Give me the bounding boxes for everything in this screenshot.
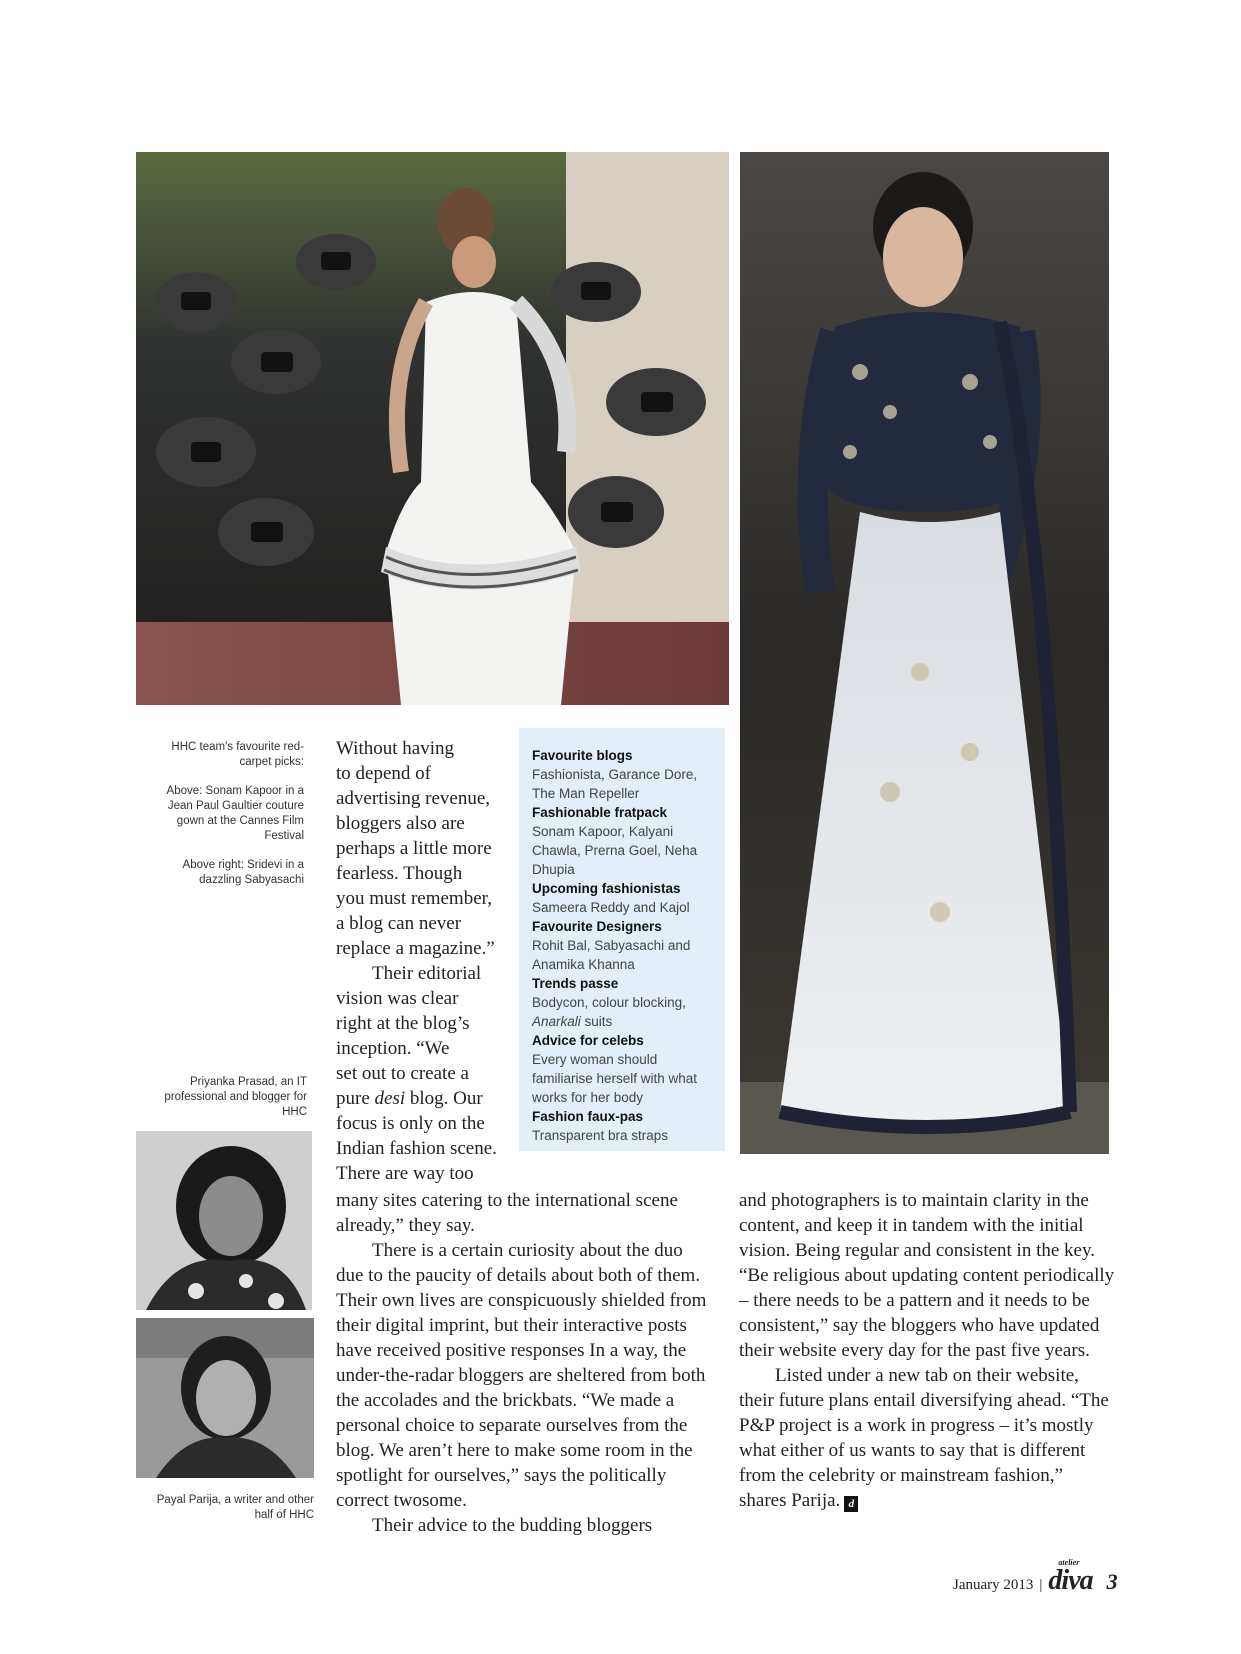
favourites-factbox bbox=[519, 728, 725, 1151]
article-p2-line: vision was clear bbox=[336, 988, 459, 1009]
article-p4: Their advice to the budding bloggers bbox=[372, 1515, 653, 1536]
factbox-value: Rohit Bal, Sabyasachi and Anamika Khanna bbox=[532, 938, 691, 972]
article-p2-line: set out to create a bbox=[336, 1063, 469, 1084]
footer-separator: | bbox=[1039, 1577, 1043, 1593]
article-p6 bbox=[739, 1363, 1115, 1513]
factbox-value: Transparent bra straps bbox=[532, 1128, 669, 1143]
photo-priyanka bbox=[136, 1131, 312, 1310]
factbox-value: Fashionista, Garance Dore, The Man Repeller bbox=[532, 767, 698, 801]
footer-brand-name: diva bbox=[1048, 1565, 1093, 1596]
article-narrow-column bbox=[336, 736, 516, 1186]
caption-payal bbox=[144, 1493, 314, 1537]
factbox-item-upcoming-fashionistas bbox=[532, 879, 717, 917]
article-p2-line: right at the blog’s bbox=[336, 1013, 470, 1034]
factbox-item-favourite-designers bbox=[532, 917, 717, 974]
article-p1-line: perhaps a little more bbox=[336, 838, 492, 859]
factbox-heading: Fashionable fratpack bbox=[532, 805, 668, 820]
factbox-item-fashionable-fratpack bbox=[532, 803, 717, 879]
page-footer bbox=[953, 1558, 1118, 1597]
factbox-item-favourite-blogs bbox=[532, 746, 717, 803]
article-p2-line: inception. “We bbox=[336, 1038, 450, 1059]
footer-date: January 2013 bbox=[953, 1577, 1034, 1593]
article-p1-line: fearless. Though bbox=[336, 863, 463, 884]
article-p1-line: bloggers also are bbox=[336, 813, 465, 834]
caption-above: Above: Sonam Kapoor in a Jean Paul Gaultier couture gown at the Cannes Film Festival bbox=[166, 785, 304, 842]
factbox-heading: Advice for celebs bbox=[532, 1033, 644, 1048]
article-p2-continuation: many sites catering to the international scene already,” they say. bbox=[336, 1190, 678, 1236]
factbox-heading: Upcoming fashionistas bbox=[532, 881, 681, 896]
photo-payal bbox=[136, 1318, 314, 1478]
article-p1-line: replace a magazine.” bbox=[336, 938, 495, 959]
factbox-value: Bodycon, colour blocking, bbox=[532, 995, 686, 1010]
end-mark-icon: d bbox=[844, 1496, 858, 1512]
caption-priyanka bbox=[160, 1075, 307, 1134]
article-p3: There is a certain curiosity about the duo due to the paucity of details about both of them. Their own lives are conspicuously shielded from their digital imprint, but their interactive posts have received positive responses In a way, the under-the-radar bloggers are sheltered from both the accolades and the brickbats. “We made a personal choice to separate ourselves from the blog. We aren’t here to make some room in the spotlight for ourselves,” says the politically correct twosome. bbox=[336, 1240, 707, 1511]
article-p1-line: Without having bbox=[336, 738, 454, 759]
caption-priyanka-text: Priyanka Prasad, an IT professional and blogger for HHC bbox=[164, 1076, 307, 1118]
factbox-value: Sameera Reddy and Kajol bbox=[532, 900, 690, 915]
footer-brand-logo bbox=[1048, 1558, 1093, 1597]
article-p2-line: There are way too bbox=[336, 1163, 474, 1184]
factbox-heading: Favourite blogs bbox=[532, 748, 633, 763]
factbox-item-advice-for-celebs bbox=[532, 1031, 717, 1107]
article-p1-line: you must remember, bbox=[336, 888, 492, 909]
caption-red-carpet bbox=[150, 740, 304, 902]
factbox-value: Every woman should familiarise herself with what works for her body bbox=[532, 1052, 698, 1105]
article-p1-line: to depend of bbox=[336, 763, 431, 784]
article-p2-line: Their editorial bbox=[372, 963, 482, 984]
article-p5: and photographers is to maintain clarity in the content, and keep it in tandem with the initial vision. Being regular and consistent in the key. “Be religious about updating content periodically – there needs to be a pattern and it needs to be consistent,” say the bloggers who have updated their website every day for the past five years. bbox=[739, 1190, 1115, 1361]
photo-red-carpet bbox=[136, 152, 729, 705]
desi-word: desi bbox=[374, 1088, 406, 1109]
caption-above-right: Above right: Sridevi in a dazzling Sabyasachi bbox=[182, 859, 304, 886]
caption-payal-text: Payal Parija, a writer and other half of HHC bbox=[156, 1494, 314, 1521]
caption-intro: HHC team's favourite red-carpet picks: bbox=[171, 741, 304, 768]
factbox-heading: Trends passe bbox=[532, 976, 619, 991]
article-p2-line: focus is only on the bbox=[336, 1113, 485, 1134]
factbox-item-trends-passe bbox=[532, 974, 717, 1031]
anarkali-suffix: suits bbox=[580, 1014, 613, 1029]
factbox-item-fashion-faux-pas bbox=[532, 1107, 717, 1145]
factbox-value: Sonam Kapoor, Kalyani Chawla, Prerna Goel, Neha Dhupia bbox=[532, 824, 698, 877]
article-p1-line: a blog can never bbox=[336, 913, 462, 934]
article-column-right bbox=[739, 1188, 1115, 1513]
desi-prefix: pure bbox=[336, 1088, 375, 1109]
photo-saree bbox=[740, 152, 1109, 1154]
footer-brand-small: atelier bbox=[1058, 1558, 1080, 1567]
page-number: 3 bbox=[1106, 1569, 1118, 1594]
article-p2-line bbox=[336, 1086, 516, 1111]
article-column-left bbox=[336, 1188, 710, 1538]
factbox-heading: Fashion faux-pas bbox=[532, 1109, 644, 1124]
article-p1-line: advertising revenue, bbox=[336, 788, 491, 809]
anarkali-word: Anarkali bbox=[532, 1014, 581, 1029]
desi-suffix: blog. Our bbox=[405, 1088, 483, 1109]
factbox-value-continued bbox=[532, 1012, 717, 1031]
article-p6-text: Listed under a new tab on their website, their future plans entail diversifying ahead. “The P&P project is a work in progress – it’s mostly what either of us wants to say that is different from the celebrity or mainstream fashion,” shares Parija. bbox=[739, 1365, 1109, 1511]
factbox-heading: Favourite Designers bbox=[532, 919, 662, 934]
article-p2-line: Indian fashion scene. bbox=[336, 1138, 497, 1159]
